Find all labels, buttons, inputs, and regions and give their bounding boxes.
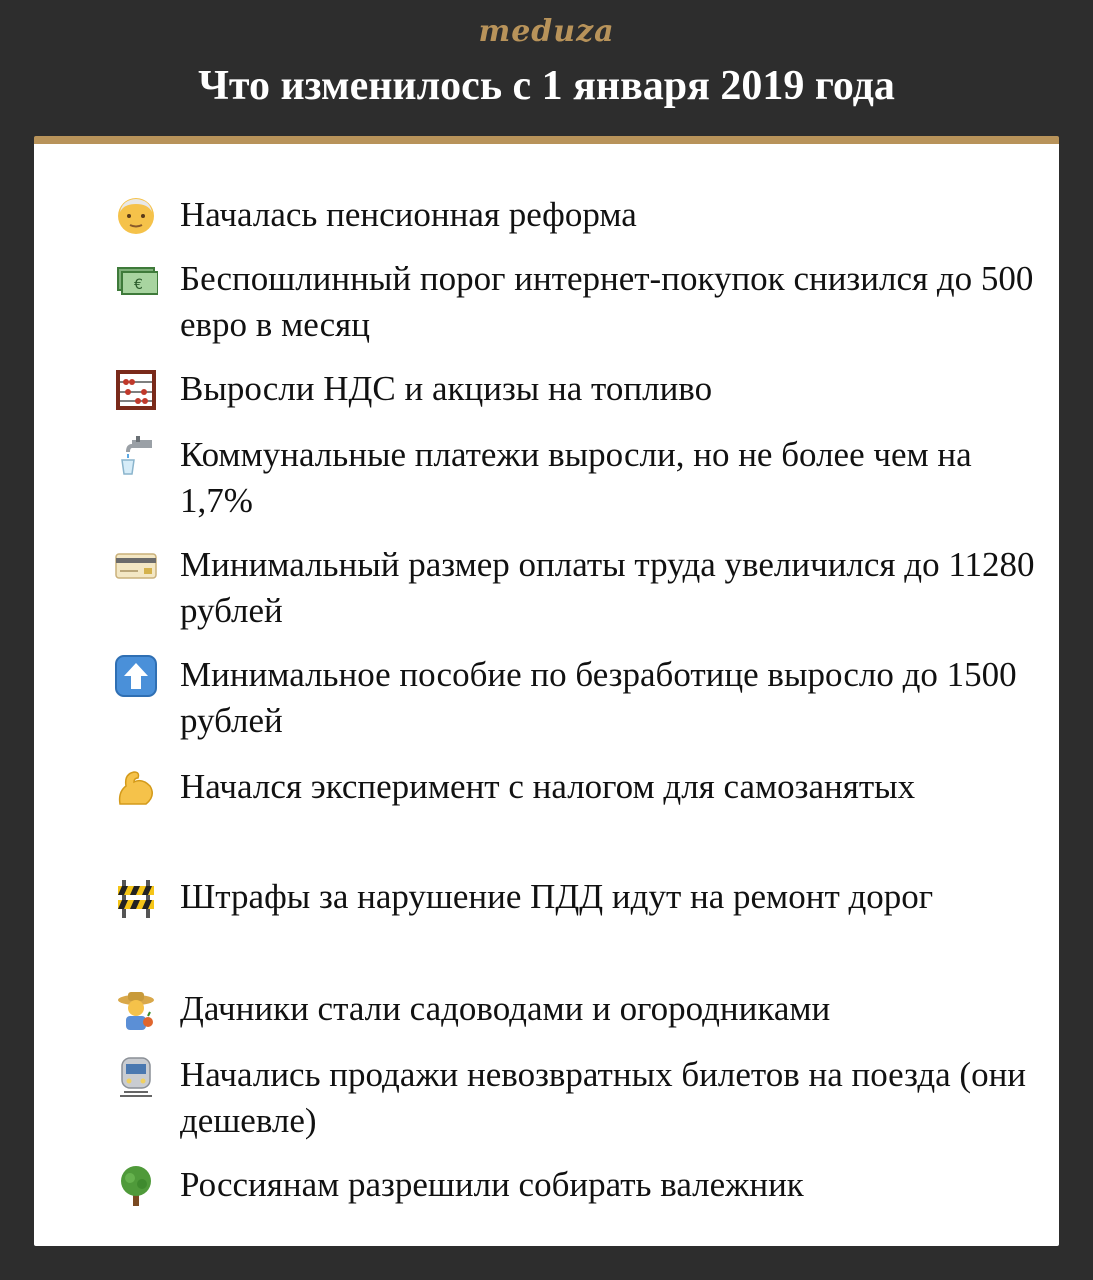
svg-text:€: € <box>134 277 143 293</box>
list-item-text: Началась пенсионная реформа <box>180 195 637 234</box>
farmer-icon <box>114 988 158 1032</box>
list-item-text: Россиянам разрешили собирать валежник <box>180 1165 804 1204</box>
construction-barrier-icon <box>114 876 158 920</box>
list-item-text: Начался эксперимент с налогом для самозанятых <box>180 767 916 806</box>
page-title: Что изменилось с 1 января 2019 года <box>198 63 895 109</box>
list-item-text: Минимальный размер оплаты труда увеличился до 11280 рублей <box>180 545 1035 630</box>
euro-banknote-icon <box>114 258 158 302</box>
old-man-icon <box>114 194 158 238</box>
credit-card-icon <box>114 544 158 588</box>
water-tap-icon <box>114 434 158 478</box>
meduza-logo: meduza <box>478 14 615 49</box>
list-item-text: Беспошлинный порог интернет-покупок снизился до 500 евро в месяц <box>180 259 1034 344</box>
abacus-icon <box>114 368 158 412</box>
train-icon <box>114 1054 158 1098</box>
tree-icon <box>114 1164 158 1208</box>
changes-card <box>34 136 1059 1246</box>
list-item-text: Начались продажи невозвратных билетов на поезда (они дешевле) <box>180 1055 1027 1140</box>
flexed-biceps-icon <box>114 766 158 810</box>
list-item-text: Минимальное пособие по безработице выросло до 1500 рублей <box>180 655 1017 740</box>
up-arrow-icon <box>114 654 158 698</box>
list-item-text: Выросли НДС и акцизы на топливо <box>180 369 713 408</box>
list-item-text: Коммунальные платежи выросли, но не более чем на 1,7% <box>180 435 972 520</box>
list-item-text: Штрафы за нарушение ПДД идут на ремонт дорог <box>180 877 934 916</box>
list-item-text: Дачники стали садоводами и огородниками <box>180 989 831 1028</box>
